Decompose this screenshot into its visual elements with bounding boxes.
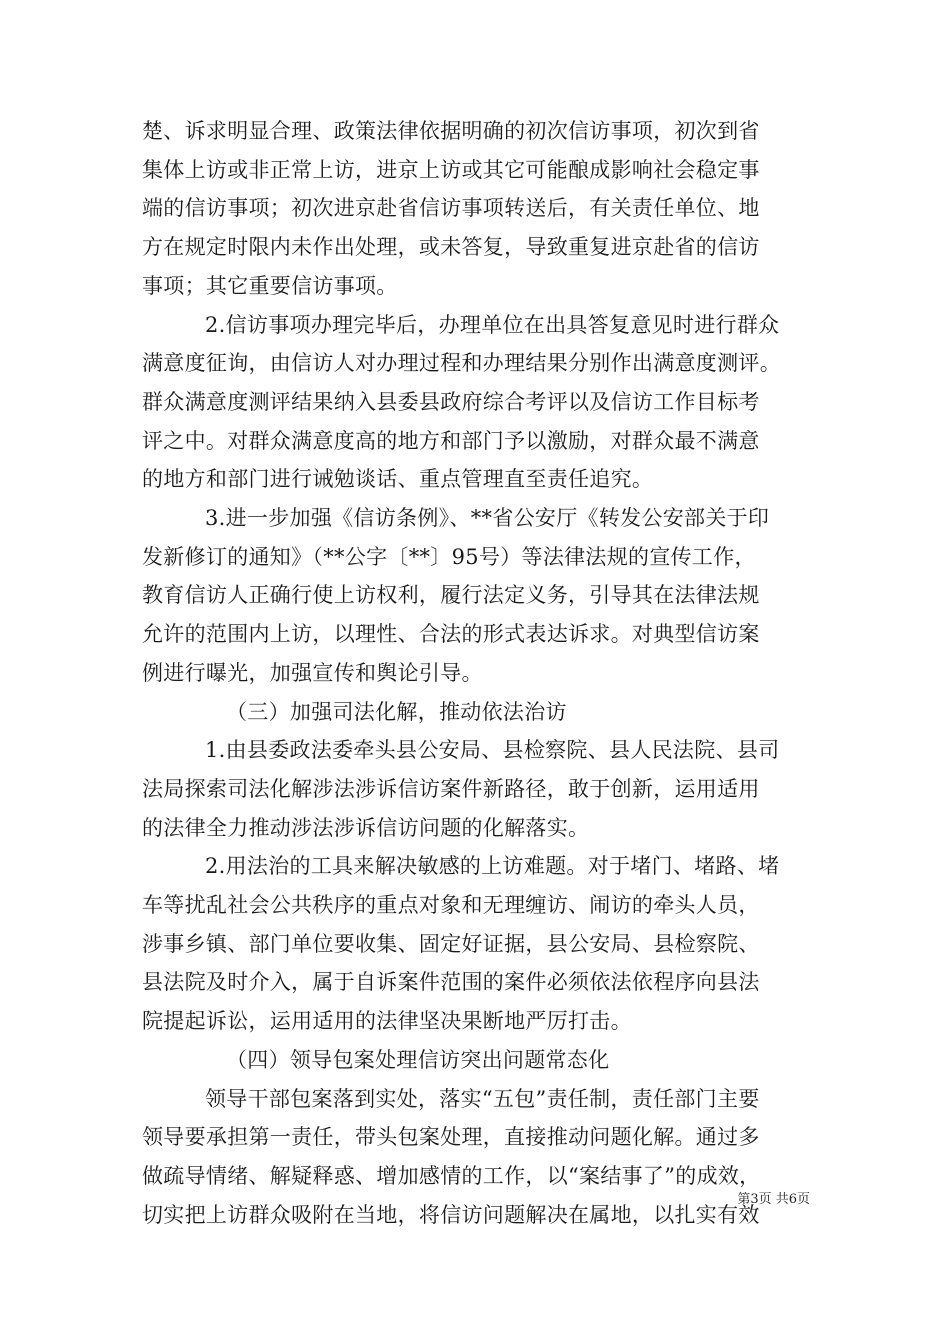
text-line: 做疏导情绪、解疑释惑、增加感情的工作，以“案结事了”的成效， bbox=[142, 1163, 761, 1188]
page-number: 第3页 共6页 bbox=[737, 1192, 810, 1207]
text-line: 的法律全力推动涉法涉诉信访问题的化解落实。 bbox=[142, 815, 590, 840]
text-line: 群众满意度测评结果纳入县委县政府综合考评以及信访工作目标考 bbox=[142, 389, 760, 414]
text-line: 院提起诉讼，运用适用的法律坚决果断地严厉打击。 bbox=[142, 1009, 632, 1034]
text-line: 端的信访事项；初次进京赴省信访事项转送后，有关责任单位、地 bbox=[142, 196, 760, 221]
text-line: 楚、诉求明显合理、政策法律依据明确的初次信访事项，初次到省 bbox=[142, 119, 760, 143]
text-line: 例进行曝光，加强宣传和舆论引导。 bbox=[142, 660, 483, 685]
text-line: 3.进一步加强《信访条例》、**省公安厅《转发公安部关于印 bbox=[205, 506, 770, 531]
text-line: 县法院及时介入，属于自诉案件范围的案件必须依法依程序向县法 bbox=[142, 970, 760, 995]
text-line: 车等扰乱社会公共秩序的重点对象和无理缠访、闹访的牵头人员， bbox=[142, 893, 760, 918]
text-line: 满意度征询，由信访人对办理过程和办理结果分别作出满意度测评。 bbox=[142, 351, 781, 376]
text-line: 评之中。对群众满意度高的地方和部门予以激励，对群众最不满意 bbox=[142, 428, 760, 453]
text-line: 1.由县委政法委牵头县公安局、县检察院、县人民法院、县司 bbox=[205, 738, 780, 763]
text-line: 方在规定时限内未作出处理，或未答复，导致重复进京赴省的信访 bbox=[142, 235, 760, 260]
text-line: 2.信访事项办理完毕后，办理单位在出具答复意见时进行群众 bbox=[205, 312, 780, 337]
text-line: 法局探索司法化解涉法涉诉信访案件新路径，敢于创新，运用适用 bbox=[142, 776, 760, 801]
text-line: 领导干部包案落到实处，落实“五包”责任制，责任部门主要 bbox=[205, 1086, 760, 1111]
text-line: （四）领导包案处理信访突出问题常态化 bbox=[226, 1047, 610, 1072]
text-line: 领导要承担第一责任，带头包案处理，直接推动问题化解。通过多 bbox=[142, 1125, 760, 1150]
document-body bbox=[142, 112, 810, 1234]
text-line: 集体上访或非正常上访，进京上访或其它可能酿成影响社会稳定事 bbox=[142, 157, 760, 182]
text-line: 教育信访人正确行使上访权利，履行法定义务，引导其在法律法规 bbox=[142, 583, 760, 608]
text-line: 事项；其它重要信访事项。 bbox=[142, 273, 398, 298]
text-line: 的地方和部门进行诫勉谈话、重点管理直至责任追究。 bbox=[142, 467, 654, 492]
text-line: 涉事乡镇、部门单位要收集、固定好证据，县公安局、县检察院、 bbox=[142, 931, 760, 956]
text-line: 2.用法治的工具来解决敏感的上访难题。对于堵门、堵路、堵 bbox=[205, 854, 780, 879]
text-line: （三）加强司法化解，推动依法治访 bbox=[226, 699, 567, 724]
text-line: 允许的范围内上访，以理性、合法的形式表达诉求。对典型信访案 bbox=[142, 622, 760, 647]
text-line: 切实把上访群众吸附在当地，将信访问题解决在属地，以扎实有效 bbox=[142, 1202, 760, 1227]
text-line: 发新修订的通知》（**公字〔**〕95号）等法律法规的宣传工作， bbox=[142, 544, 756, 569]
